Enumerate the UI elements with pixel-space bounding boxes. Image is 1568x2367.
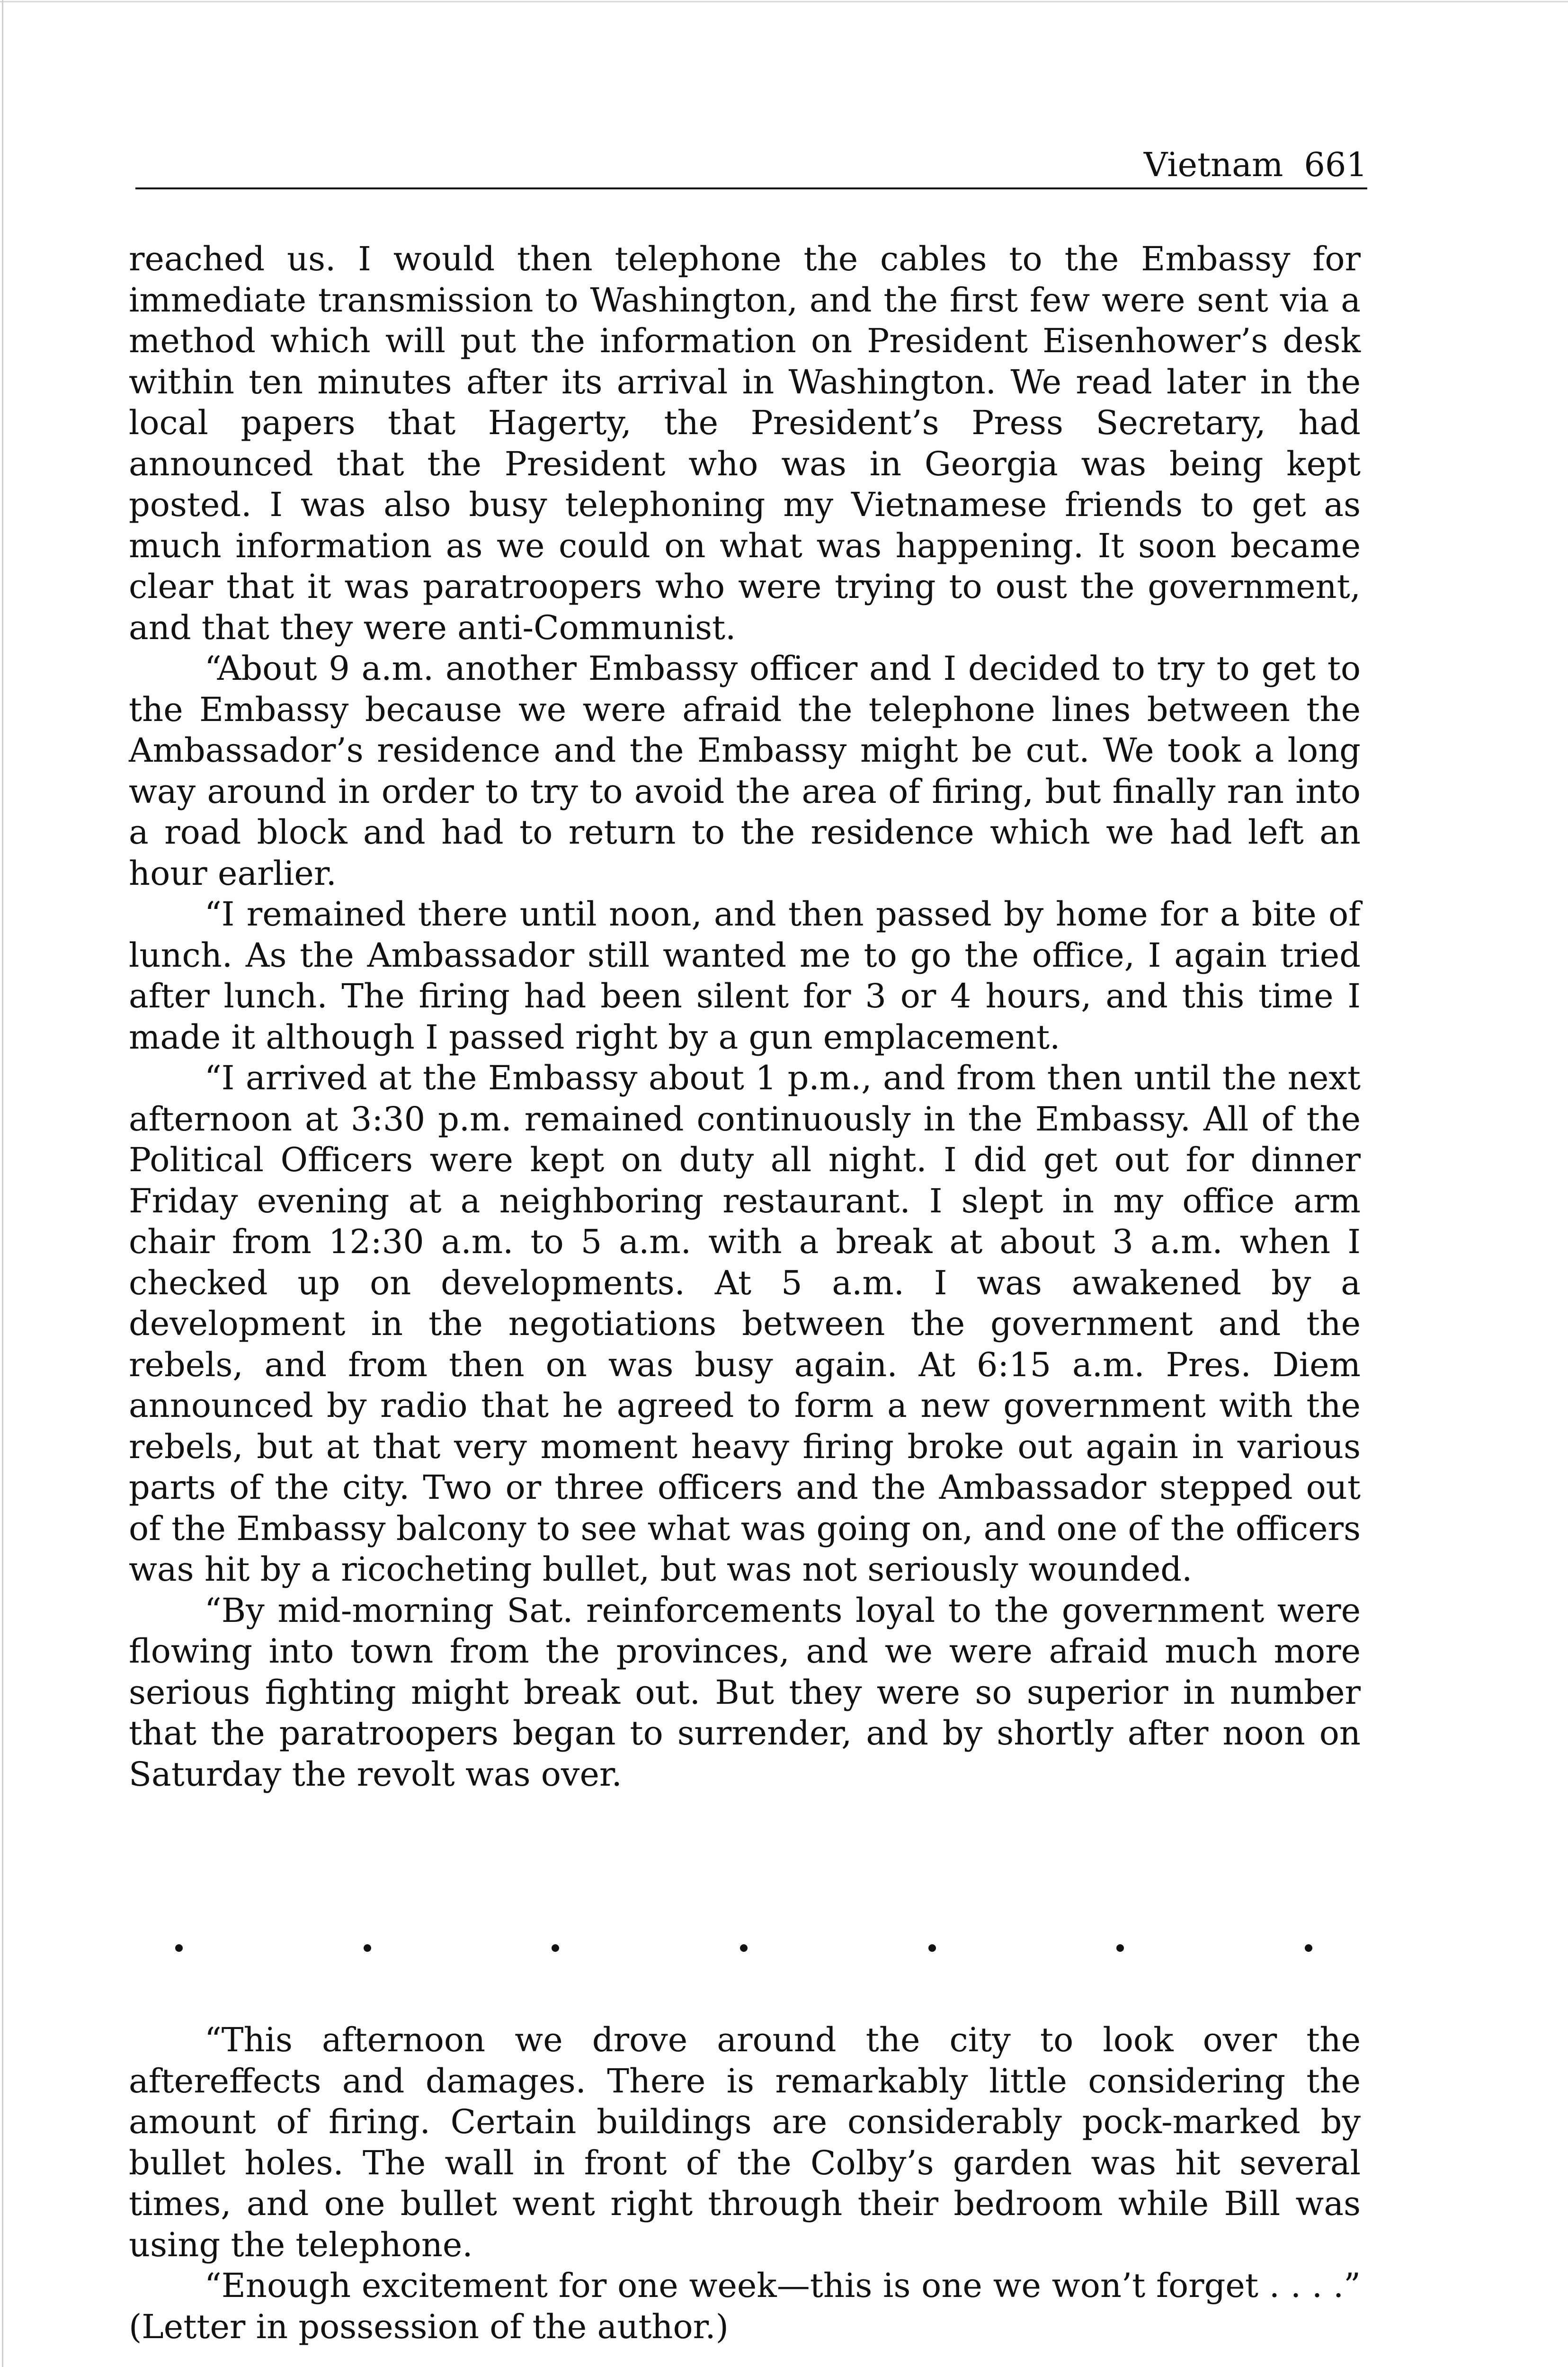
paragraph-2: “About 9 a.m. another Embassy officer and I decided to try to get to the Embassy because we were afraid the telephone lines between the Ambassador’s residence and the Embassy might be cut. We took a long way around in order to try to avoid the area of firing, but finally ran into a road block and had to return to the residence which we had left an hour earlier. bbox=[129, 649, 1361, 893]
paragraph-4: “I arrived at the Embassy about 1 p.m., and from then until the next afternoon at 3:30 p.m. remained continuously in the Embassy. All of the Political Officers were kept on duty all night. I did get out for dinner Friday evening at a neighboring restaurant. I slept in my office arm chair from 12:30 a.m. to 5 a.m. with a break at about 3 a.m. when I checked up on developments. At 5 a.m. I was awakened by a development in the negotiations between the government and the rebels, and from then on was busy again. At 6:15 a.m. Pres. Diem announced by radio that he agreed to form a new government with the rebels, but at that very moment heavy firing broke out again in various parts of the city. Two or three officers and the Ambassador stepped out of the Embassy balcony to see what was going on, and one of the officers was hit by a ricocheting bullet, but was not seriously wounded. bbox=[129, 1059, 1361, 1589]
paragraph-1: reached us. I would then telephone the cables to the Embassy for immediate transmission to Washington, and the first few were sent via a method which will put the information on President Eisenhower’s desk within ten minutes after its arrival in Washington. We read later in the local papers that Hagerty, the President’s Press Secretary, had announced that the President who was in Georgia was being kept posted. I was also busy telephoning my Vietnamese friends to get as much information as we could on what was happening. It soon became clear that it was paratroopers who were trying to oust the government, and that they were anti-Communist. bbox=[129, 240, 1361, 647]
paragraph-3: “I remained there until noon, and then passed by home for a bite of lunch. As the Ambassador still wanted me to go the office, I again tried after lunch. The firing had been silent for 3 or 4 hours, and this time I made it although I passed right by a gun emplacement. bbox=[129, 895, 1361, 1057]
section-break-dot bbox=[928, 1944, 936, 1952]
running-header bbox=[135, 142, 1367, 189]
page-left-edge bbox=[2, 0, 3, 2367]
section-break-dot bbox=[740, 1944, 748, 1952]
body-text bbox=[129, 239, 1361, 1795]
paragraph-6: “This afternoon we drove around the city to look over the aftereffects and damages. There is remarkably little considering the amount of firing. Certain buildings are considerably pock-marked by bullet holes. The wall in front of the Colby’s garden was hit several times, and one bullet went right through their bedroom while Bill was using the telephone. bbox=[129, 2020, 1361, 2264]
section-break-dot bbox=[552, 1944, 559, 1952]
page-top-edge bbox=[0, 1, 1568, 2]
section-break-dot bbox=[364, 1944, 371, 1952]
paragraph-7: “Enough excitement for one week—this is one we won’t forget . . . .” (Letter in possession of the author.) bbox=[129, 2266, 1361, 2346]
body-text-after-break bbox=[129, 2020, 1361, 2347]
section-break-dot bbox=[1305, 1944, 1312, 1952]
page-number: 661 bbox=[1304, 145, 1367, 184]
section-break bbox=[128, 1931, 1360, 1965]
section-break-dot bbox=[1116, 1944, 1124, 1952]
section-break-dot bbox=[175, 1944, 183, 1952]
section-title: Vietnam bbox=[1143, 145, 1283, 184]
paragraph-5: “By mid-morning Sat. reinforcements loyal to the government were flowing into town from the provinces, and we were afraid much more serious fighting might break out. But they were so superior in number that the paratroopers began to surrender, and by shortly after noon on Saturday the revolt was over. bbox=[129, 1591, 1361, 1794]
